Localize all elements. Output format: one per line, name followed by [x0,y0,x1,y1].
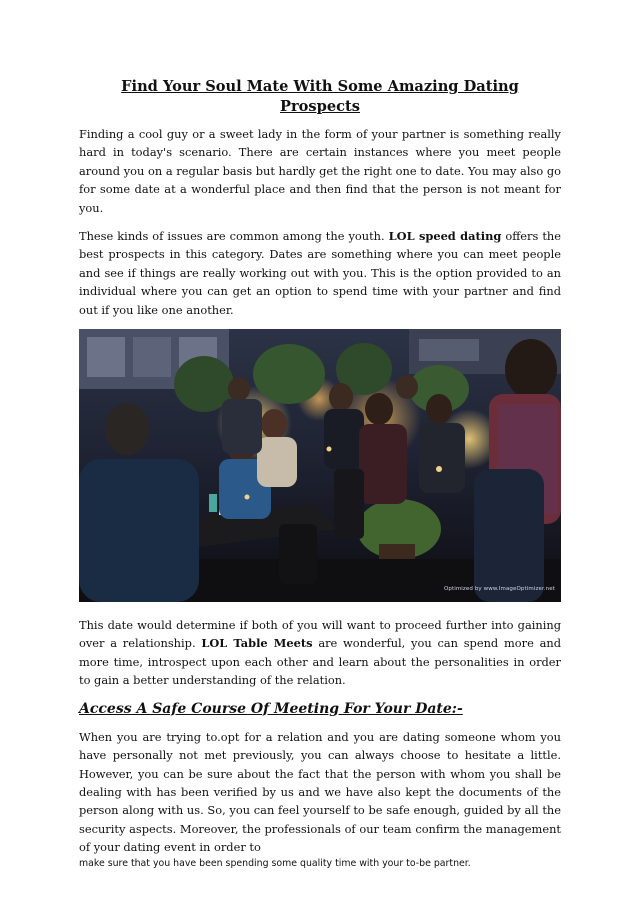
paragraph-speed-dating-text-1: These kinds of issues are common among the youth. [79,229,389,244]
paragraph-speed-dating-text-2: offers the best prospects in this category. Dates are something where you can meet people and see if things are really working out with you. This is the option provided to an individual where you can get an option to spend time with your partner and find out if you like one another. [79,229,561,317]
table-meets-bold: LOL Table Meets [201,636,313,651]
document-content [79,77,561,881]
section-heading-safe-course: Access A Safe Course Of Meeting For Your Date:- [79,700,463,717]
photo-watermark: Optimized by www.ImageOptimizer.net [443,585,555,592]
paragraph-safety: When you are trying to.opt for a relation and you are dating someone whom you have personally not met previously, you can always choose to hesitate a little. However, you can be sure about the fact that the person with whom you shall be dealing with has been verified by us and we have also kept the documents of the person along with us. So, you can feel yourself to be safe enough, guided by all the security aspects. Moreover, the professionals of our team confirm the management of your dating event in order to [79,729,561,855]
paragraph-table-meets-text-2: are wonderful, you can spend more and more time, introspect upon each other and learn about the personalities in order to gain a better understanding of the relation. [79,636,562,688]
paragraph-table-meets-text-1: This date would determine if both of you will want to proceed further into gaining over a relationship. [79,618,561,651]
photo-illustration [79,329,561,602]
dating-event-photo [79,329,561,602]
page-title: Find Your Soul Mate With Some Amazing Dating Prospects [121,78,519,115]
paragraph-intro: Finding a cool guy or a sweet lady in the form of your partner is something really hard in today's scenario. There are certain instances where you meet people around you on a regular basis but hardly get the right one to date. You may also go for some date at a wonderful place and then find that the person is not meant for you. [79,127,561,215]
paragraph-table-meets [79,616,561,690]
paragraph-speed-dating [79,227,561,319]
paragraph-safety-last-line: make sure that you have been spending some quality time with your to-be partner. [79,857,471,869]
speed-dating-bold: LOL speed dating [388,229,502,244]
